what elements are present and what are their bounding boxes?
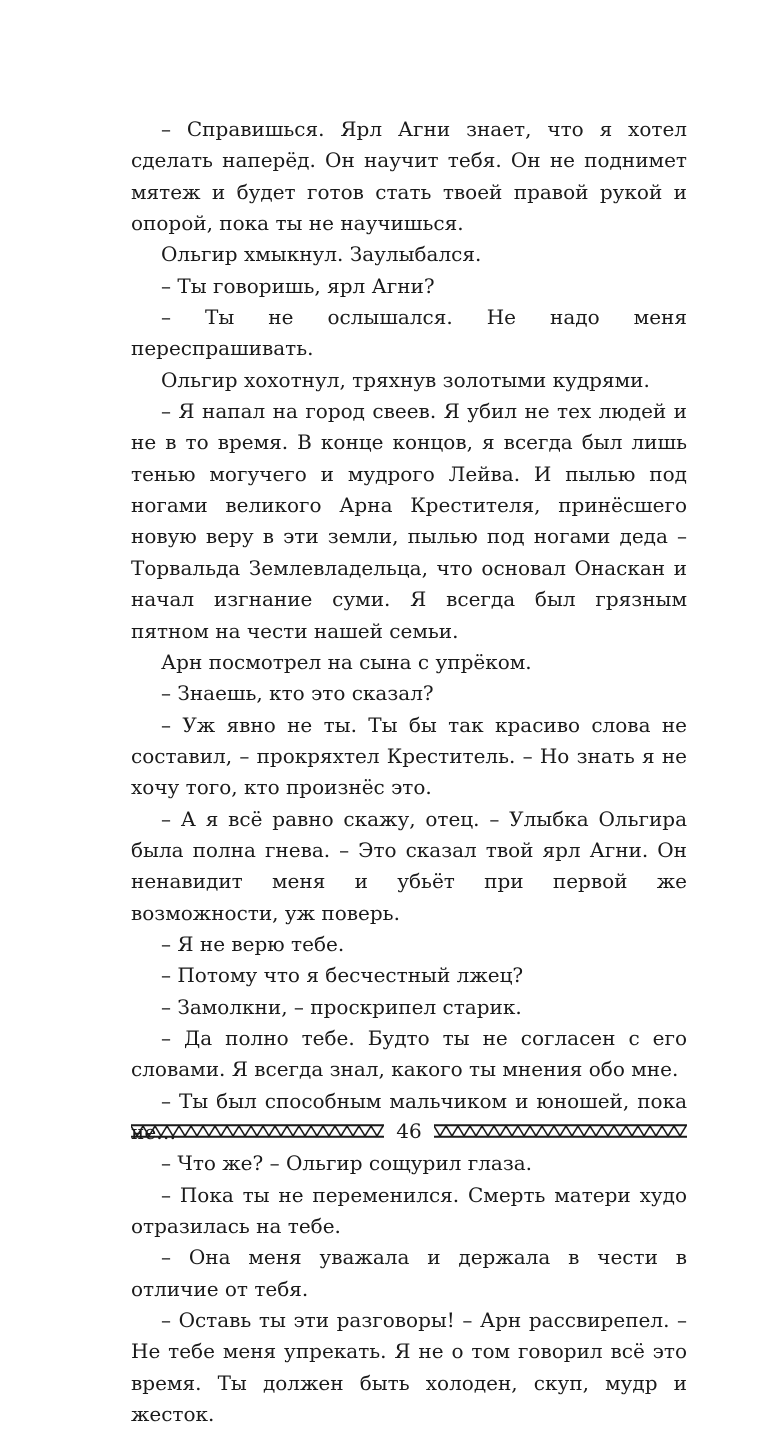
paragraph: Ольгир хохотнул, тряхнув золотыми кудрями. <box>161 367 650 392</box>
paragraph: – Справишься. Ярл Агни знает, что я хотел сделать наперёд. Он научит тебя. Он не поднимет мятеж и будет готов стать твоей правой рукой и опорой, пока ты не научишься. <box>131 117 687 236</box>
page-body <box>131 114 687 1430</box>
paragraph: – А я всё равно скажу, отец. – Улыбка Ольгира была полна гнева. – Это сказал твой ярл Агни. Он ненавидит меня и убьёт при первой же возможности, уж поверь. <box>131 806 687 925</box>
paragraph: Ольгир хмыкнул. Заулыбался. <box>161 242 482 267</box>
zigzag-ornament-right <box>434 1124 687 1138</box>
page-number: 46 <box>396 1119 422 1143</box>
paragraph: – Потому что я бесчестный лжец? <box>161 963 524 988</box>
paragraph: – Оставь ты эти разговоры! – Арн рассвирепел. – Не тебе меня упрекать. Я не о том говорил всё это время. Ты должен быть холоден, скуп, мудр и жесток. <box>131 1308 687 1427</box>
zigzag-ornament-left <box>131 1124 384 1138</box>
page-footer <box>131 1117 687 1147</box>
paragraph: – Да полно тебе. Будто ты не согласен с его словами. Я всегда знал, какого ты мнения обо мне. <box>131 1025 687 1082</box>
paragraph: Арн посмотрел на сына с упрёком. <box>161 649 532 674</box>
paragraph: – Что же? – Ольгир сощурил глаза. <box>161 1151 533 1176</box>
paragraph: – Я напал на город свеев. Я убил не тех людей и не в то время. В конце концов, я всегда был лишь тенью могучего и мудрого Лейва. И пылью под ногами великого Арна Крестителя, принёсшего новую веру в эти земли, пылью под ногами деда – Торвальда Землевладельца, что основал Онаскан и начал изгнание суми. Я всегда был грязным пятном на чести нашей семьи. <box>131 399 687 643</box>
paragraph: – Я не верю тебе. <box>161 931 345 956</box>
paragraph: – Знаешь, кто это сказал? <box>161 681 434 706</box>
paragraph: – Ты говоришь, ярл Агни? <box>161 273 435 298</box>
paragraph: – Замолкни, – проскрипел старик. <box>161 994 522 1019</box>
paragraph: – Уж явно не ты. Ты бы так красиво слова не составил, – прокряхтел Креститель. – Но знать я не хочу того, кто произнёс это. <box>131 712 687 800</box>
paragraph: – Она меня уважала и держала в чести в отличие от тебя. <box>131 1245 687 1301</box>
paragraph: – Ты не ослышался. Не надо меня переспрашивать. <box>131 305 687 361</box>
paragraph: – Ты был способным мальчиком и юношей, пока не… <box>131 1088 687 1144</box>
paragraph: – Пока ты не переменился. Смерть матери худо отразилась на тебе. <box>131 1182 687 1239</box>
